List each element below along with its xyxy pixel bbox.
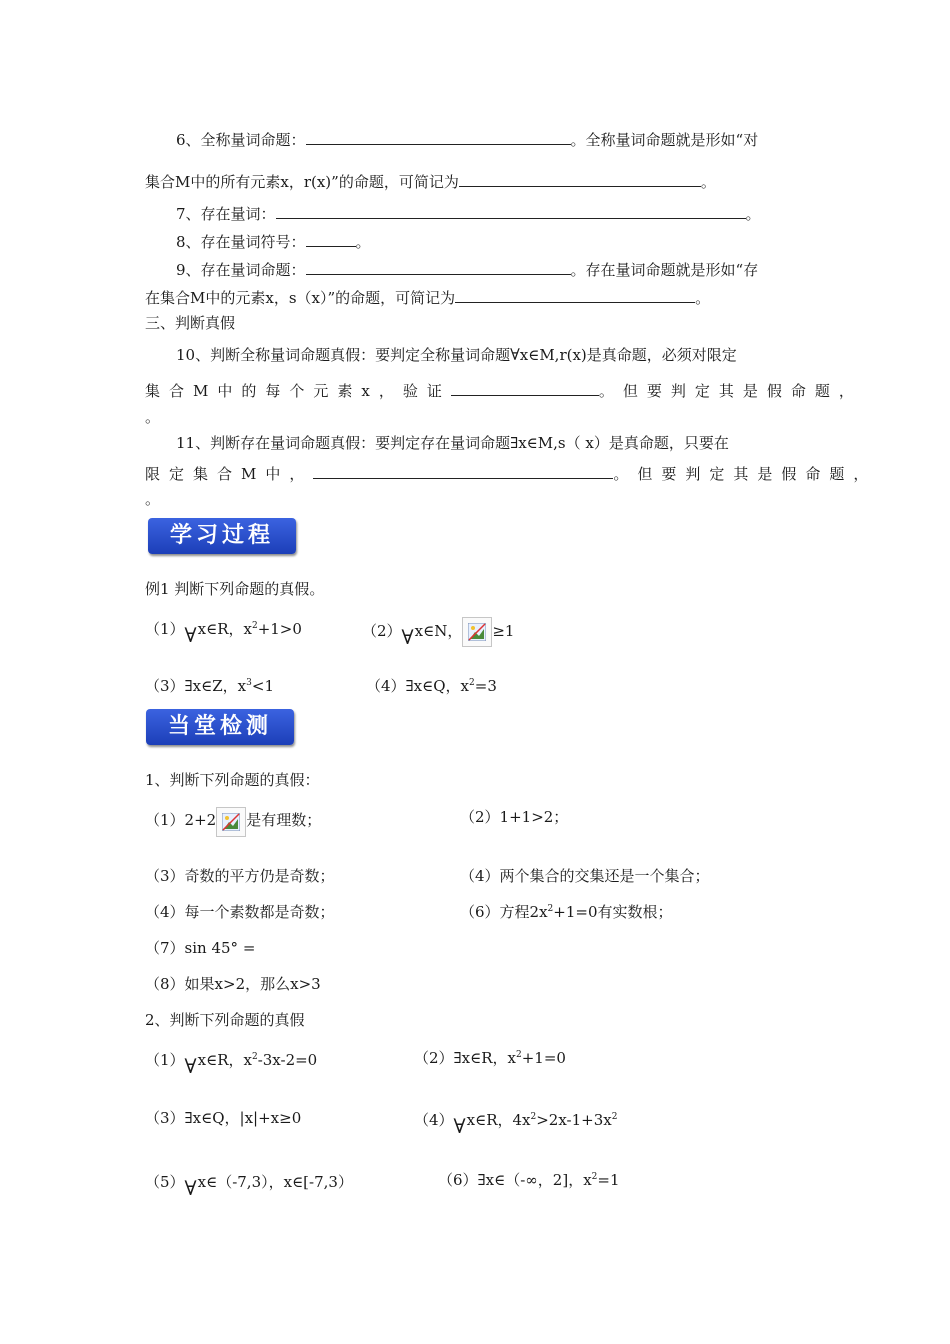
q1-a1 <box>145 807 321 837</box>
superscript: 2 <box>469 678 475 688</box>
example-1-part-2 <box>362 617 514 647</box>
superscript: 3 <box>246 678 252 688</box>
banner-in-class-test: 当堂检测 <box>146 709 294 745</box>
part-tail: +1=0 <box>521 1049 566 1067</box>
q1-a8: （8）如果x>2，那么x>3 <box>145 975 321 993</box>
part-tail: =3 <box>474 677 497 695</box>
q2-b2 <box>414 1048 566 1068</box>
item-6-prefix: 6、全称量词命题： <box>176 131 306 149</box>
part-label: （1） <box>145 1051 185 1069</box>
a1-suffix: 是有理数； <box>246 811 322 829</box>
item-6-end: 。 <box>700 173 716 191</box>
item-6-line2 <box>145 170 716 192</box>
part-text: x∈R，4x <box>466 1111 531 1129</box>
item-8-line <box>176 230 371 252</box>
superscript: 2 <box>611 1112 618 1122</box>
part-tail: <1 <box>251 677 274 695</box>
item-11-line2-a: 限定集合M中， <box>145 465 314 483</box>
a1-prefix: （1）2+2 <box>145 811 217 829</box>
banner-learning-process: 学习过程 <box>148 518 296 554</box>
q2-b3: （3）∃x∈Q，|x|+x≥0 <box>145 1109 302 1127</box>
item-9-blank2[interactable] <box>455 286 695 303</box>
item-11-blank[interactable] <box>313 462 613 479</box>
item-11-line2 <box>145 462 877 484</box>
item-7-prefix: 7、存在量词： <box>176 205 276 223</box>
item-10-line3: 。 <box>145 408 161 426</box>
part-tail: -3x-2=0 <box>257 1051 318 1069</box>
item-11-line1: 11、判断存在量词命题真假：要判定存在量词命题∃x∈M,s（ x）是真命题，只要在 <box>176 434 729 452</box>
item-9-suffix: 。存在量词命题就是形如“存 <box>570 261 759 279</box>
superscript: 2 <box>547 904 554 914</box>
section-3-heading: 三、判断真假 <box>145 314 236 332</box>
item-7-end: 。 <box>745 205 761 223</box>
item-10-prefix: 10、判断全称量词命题真假：要判定全称量词命题 <box>176 346 511 364</box>
superscript: 2 <box>530 1112 537 1122</box>
part-label: （2） <box>362 622 402 640</box>
superscript: 2 <box>251 1052 258 1062</box>
example-1-part-3 <box>145 676 274 696</box>
item-11-line3: 。 <box>145 490 161 508</box>
item-8-end: 。 <box>355 233 371 251</box>
part-mid: >2x-1+3x <box>536 1111 612 1129</box>
item-10-line2 <box>145 379 863 401</box>
part-tail: ≥1 <box>492 622 515 640</box>
a6-prefix: （6）方程2x <box>460 903 548 921</box>
superscript: 2 <box>516 1050 522 1060</box>
part-text: （2）∃x∈R，x <box>414 1049 516 1067</box>
item-9-prefix: 9、存在量词命题： <box>176 261 306 279</box>
part-tail: =1 <box>597 1171 620 1189</box>
part-text: （4）∃x∈Q，x <box>366 677 470 695</box>
item-7-blank[interactable] <box>276 202 746 219</box>
item-9-line2 <box>145 286 710 308</box>
part-text: x∈（-7,3），x∈[-7,3） <box>197 1173 353 1191</box>
example-1-title: 例1 判断下列命题的真假。 <box>145 580 325 598</box>
item-6-suffix: 。全称量词命题就是形如“对 <box>570 131 759 149</box>
item-10-line1 <box>176 345 737 365</box>
item-8-blank[interactable] <box>306 230 356 247</box>
q2-title: 2、判断下列命题的真假 <box>145 1011 305 1029</box>
forall-icon: ∀ <box>510 345 520 364</box>
part-text: （6）∃x∈（-∞，2]，x <box>438 1171 592 1189</box>
item-10-mid: x∈M,r(x)是真命题，必须对限定 <box>519 346 737 364</box>
q1-a4: （4）两个集合的交集还是一个集合； <box>460 867 710 885</box>
item-11-line2-b: 。但要判定其是假命题， <box>613 465 878 483</box>
item-8-prefix: 8、存在量词符号： <box>176 233 306 251</box>
q1-a2: （2）1+1>2； <box>460 808 569 826</box>
forall-icon: ∀ <box>184 1176 197 1200</box>
q1-a3: （3）奇数的平方仍是奇数； <box>145 867 335 885</box>
item-6-continuation: 集合M中的所有元素x，r(x)”的命题，可简记为 <box>145 173 459 191</box>
example-1-part-4 <box>366 676 497 696</box>
item-9-end: 。 <box>695 289 711 307</box>
item-6-line1 <box>176 128 758 150</box>
item-6-blank1[interactable] <box>306 128 571 145</box>
part-label: （4） <box>414 1111 454 1129</box>
item-10-blank[interactable] <box>451 379 599 396</box>
q1-a7: （7）sin 45° = <box>145 939 256 957</box>
item-10-line2-a: 集合M中的每个元素x，验证 <box>145 382 451 400</box>
q2-b4 <box>414 1108 618 1138</box>
item-9-continuation: 在集合M中的元素x，s（x）”的命题，可简记为 <box>145 289 456 307</box>
item-6-blank2[interactable] <box>459 170 701 187</box>
broken-image-icon <box>216 807 246 837</box>
q1-title: 1、判断下列命题的真假： <box>145 771 320 789</box>
part-text: x∈N， <box>414 622 463 640</box>
part-text: x∈R，x <box>197 1051 252 1069</box>
part-text: x∈R，x <box>197 620 252 638</box>
item-9-line1 <box>176 258 758 280</box>
q2-b6 <box>438 1170 620 1190</box>
q2-b1 <box>145 1048 318 1078</box>
part-label: （5） <box>145 1173 185 1191</box>
item-9-blank1[interactable] <box>306 258 571 275</box>
forall-icon: ∀ <box>401 625 414 649</box>
broken-image-icon <box>462 617 492 647</box>
part-label: （1） <box>145 620 185 638</box>
q1-a6 <box>460 902 673 922</box>
forall-icon: ∀ <box>184 1054 197 1078</box>
superscript: 2 <box>251 621 258 631</box>
part-text: （3）∃x∈Z，x <box>145 677 247 695</box>
forall-icon: ∀ <box>453 1114 466 1138</box>
a6-suffix: +1=0有实数根； <box>553 903 673 921</box>
forall-icon: ∀ <box>184 623 197 647</box>
superscript: 2 <box>591 1172 598 1182</box>
example-1-part-1 <box>145 617 302 647</box>
q2-b5 <box>145 1170 353 1200</box>
item-7-line <box>176 202 761 224</box>
item-10-line2-b: 。但要判定其是假命题， <box>598 382 863 400</box>
part-tail: +1>0 <box>257 620 302 638</box>
q1-a5: （4）每一个素数都是奇数； <box>145 903 335 921</box>
